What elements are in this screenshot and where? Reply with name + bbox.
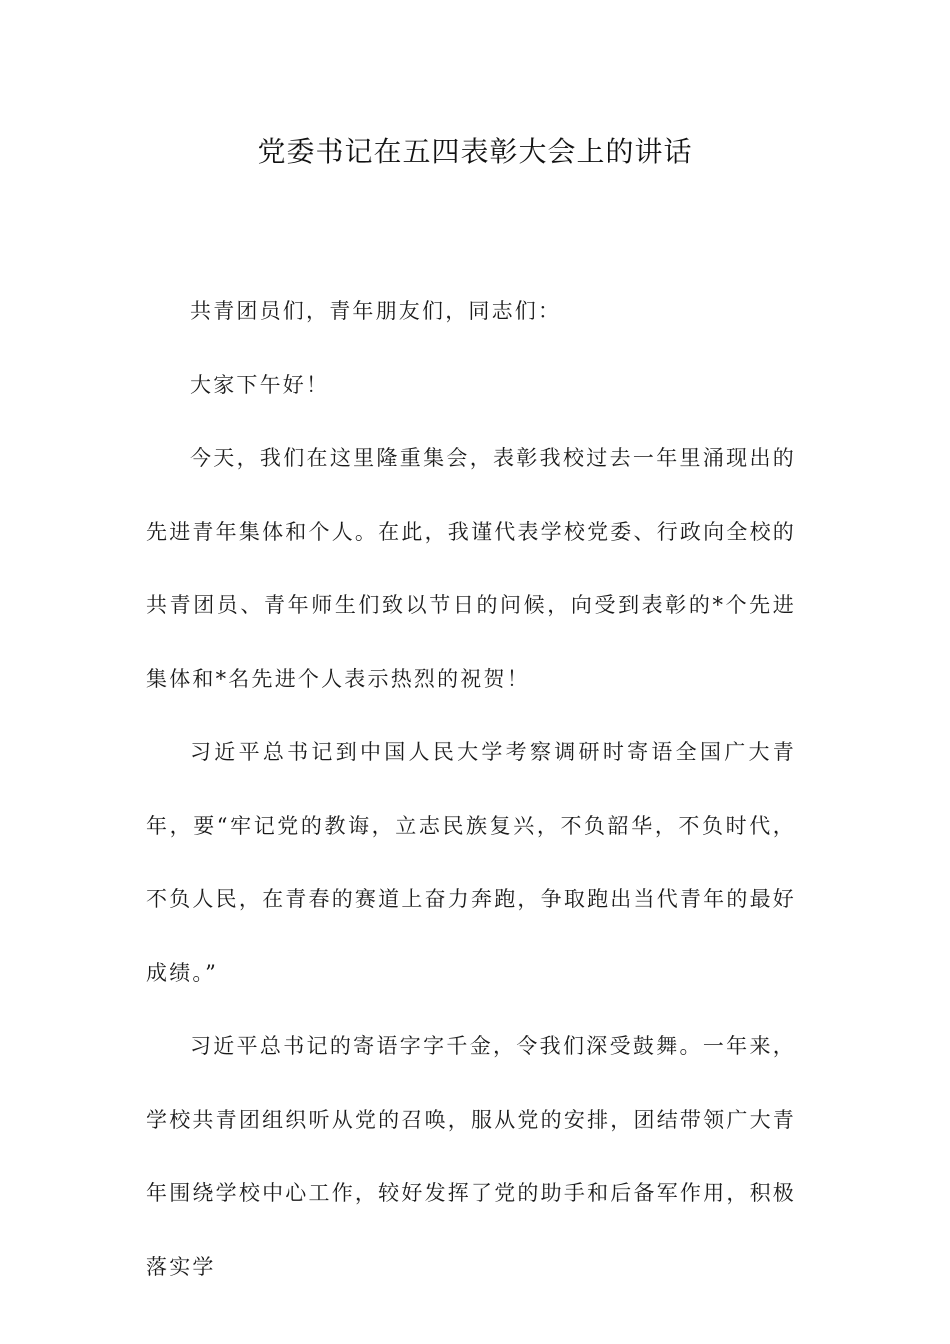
paragraph-greeting: 大家下午好！ <box>190 372 330 397</box>
paragraph-quote: 习近平总书记到中国人民大学考察调研时寄语全国广大青年，要“牢记党的教诲，立志民族复兴，不负韶华，不负时代，不负人民，在青春的赛道上奋力奔跑，争取跑出当代青年的最好成绩。” <box>146 740 796 985</box>
paragraph-commendation: 今天，我们在这里隆重集会，表彰我校过去一年里涌现出的先进青年集体和个人。在此，我谨代表学校党委、行政向全校的共青团员、青年师生们致以节日的问候，向受到表彰的*个先进集体和*名先进个人表示热烈的祝贺！ <box>146 446 796 691</box>
paragraph-work-review: 习近平总书记的寄语字字千金，令我们深受鼓舞。一年来，学校共青团组织听从党的召唤，服从党的安排，团结带领广大青年围绕学校中心工作，较好发挥了党的助手和后备军作用，积极落实学 <box>146 1034 796 1279</box>
document-title: 党委书记在五四表彰大会上的讲话 <box>257 135 693 168</box>
document-body <box>146 275 796 1304</box>
paragraph-salutation: 共青团员们，青年朋友们，同志们： <box>190 299 562 323</box>
